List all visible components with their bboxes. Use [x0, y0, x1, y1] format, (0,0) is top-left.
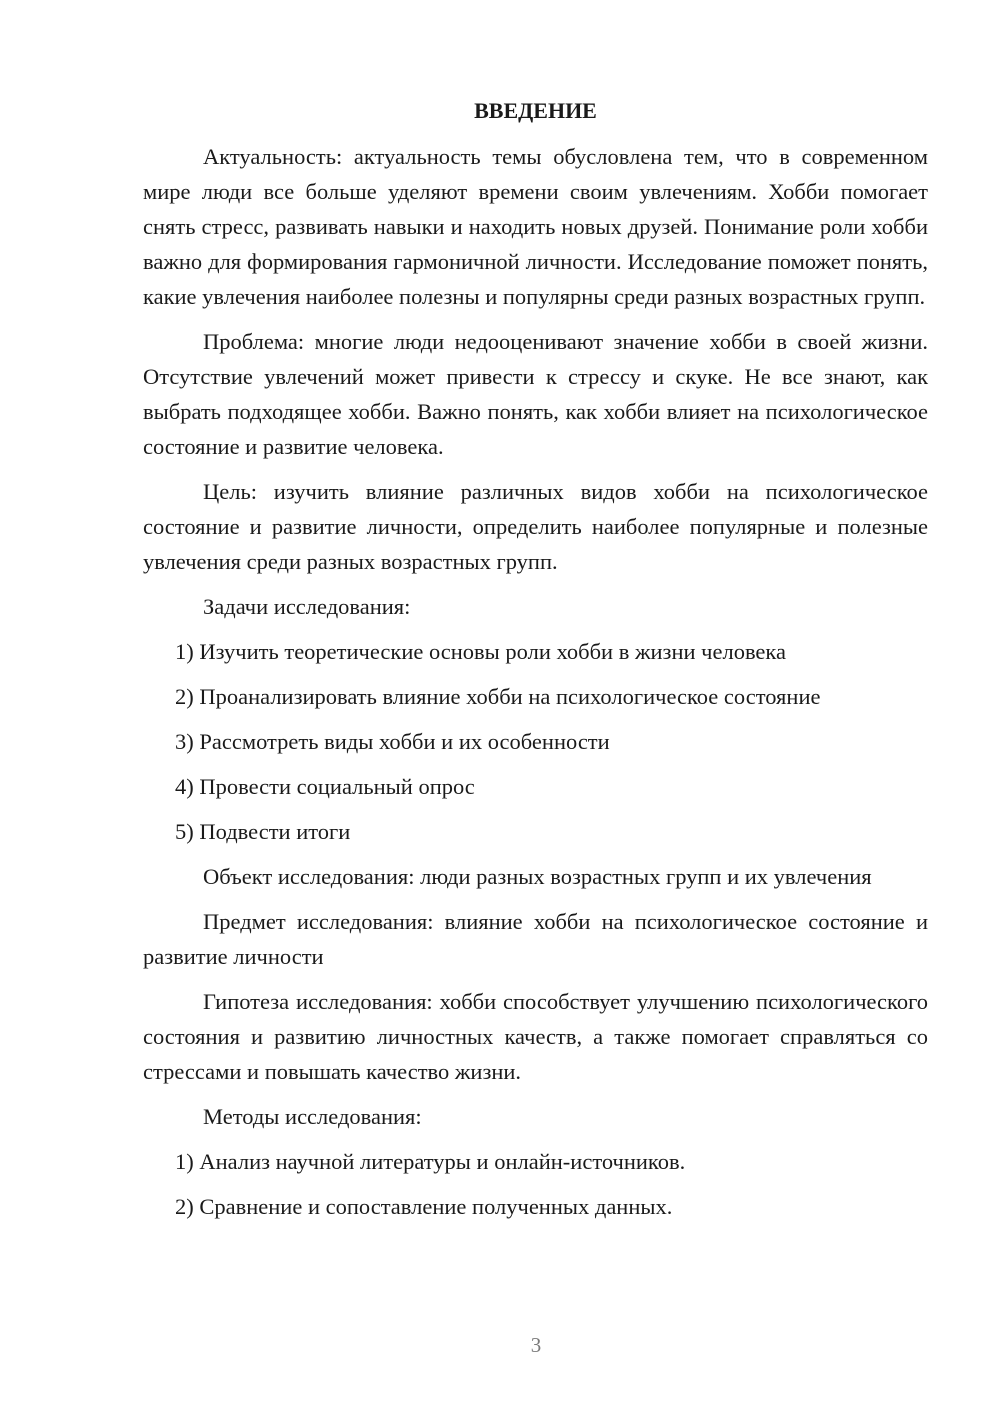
methods-list: [143, 1144, 928, 1224]
method-item: 1) Анализ научной литературы и онлайн-источников.: [175, 1149, 686, 1174]
goal-paragraph: Цель: изучить влияние различных видов хобби на психологическое состояние и развитие личности, определить наиболее популярные и полезные увлечения среди разных возрастных групп.: [143, 479, 928, 574]
problem-paragraph: Проблема: многие люди недооценивают значение хобби в своей жизни. Отсутствие увлечений может привести к стрессу и скуке. Не все знают, как выбрать подходящее хобби. Важно понять, как хобби влияет на психологическое состояние и развитие человека.: [143, 329, 928, 459]
relevance-paragraph: Актуальность: актуальность темы обусловлена тем, что в современном мире люди все больше уделяют времени своим увлечениям. Хобби помогает снять стресс, развивать навыки и находить новых друзей. Понимание роли хобби важно для формирования гармоничной личности. Исследование поможет понять, какие увлечения наиболее полезны и популярны среди разных возрастных групп.: [143, 144, 928, 309]
task-item: 2) Проанализировать влияние хобби на психологическое состояние: [175, 684, 821, 709]
object-paragraph: Объект исследования: люди разных возрастных групп и их увлечения: [203, 864, 872, 889]
task-item: 5) Подвести итоги: [175, 819, 351, 844]
hypothesis-paragraph: Гипотеза исследования: хобби способствует улучшению психологического состояния и развитию личностных качеств, а также помогает справляться со стрессами и повышать качество жизни.: [143, 989, 928, 1084]
tasks-heading: Задачи исследования:: [203, 594, 411, 619]
method-item: 2) Сравнение и сопоставление полученных данных.: [175, 1194, 673, 1219]
tasks-list: [143, 634, 928, 849]
page-number: 3: [530, 1333, 542, 1357]
page-content: [143, 93, 928, 1234]
task-item: 4) Провести социальный опрос: [175, 774, 475, 799]
task-item: 1) Изучить теоретические основы роли хобби в жизни человека: [175, 639, 786, 664]
methods-heading: Методы исследования:: [203, 1104, 422, 1129]
subject-paragraph: Предмет исследования: влияние хобби на психологическое состояние и развитие личности: [143, 909, 928, 969]
task-item: 3) Рассмотреть виды хобби и их особенности: [175, 729, 610, 754]
page-title: ВВЕДЕНИЕ: [474, 98, 597, 123]
